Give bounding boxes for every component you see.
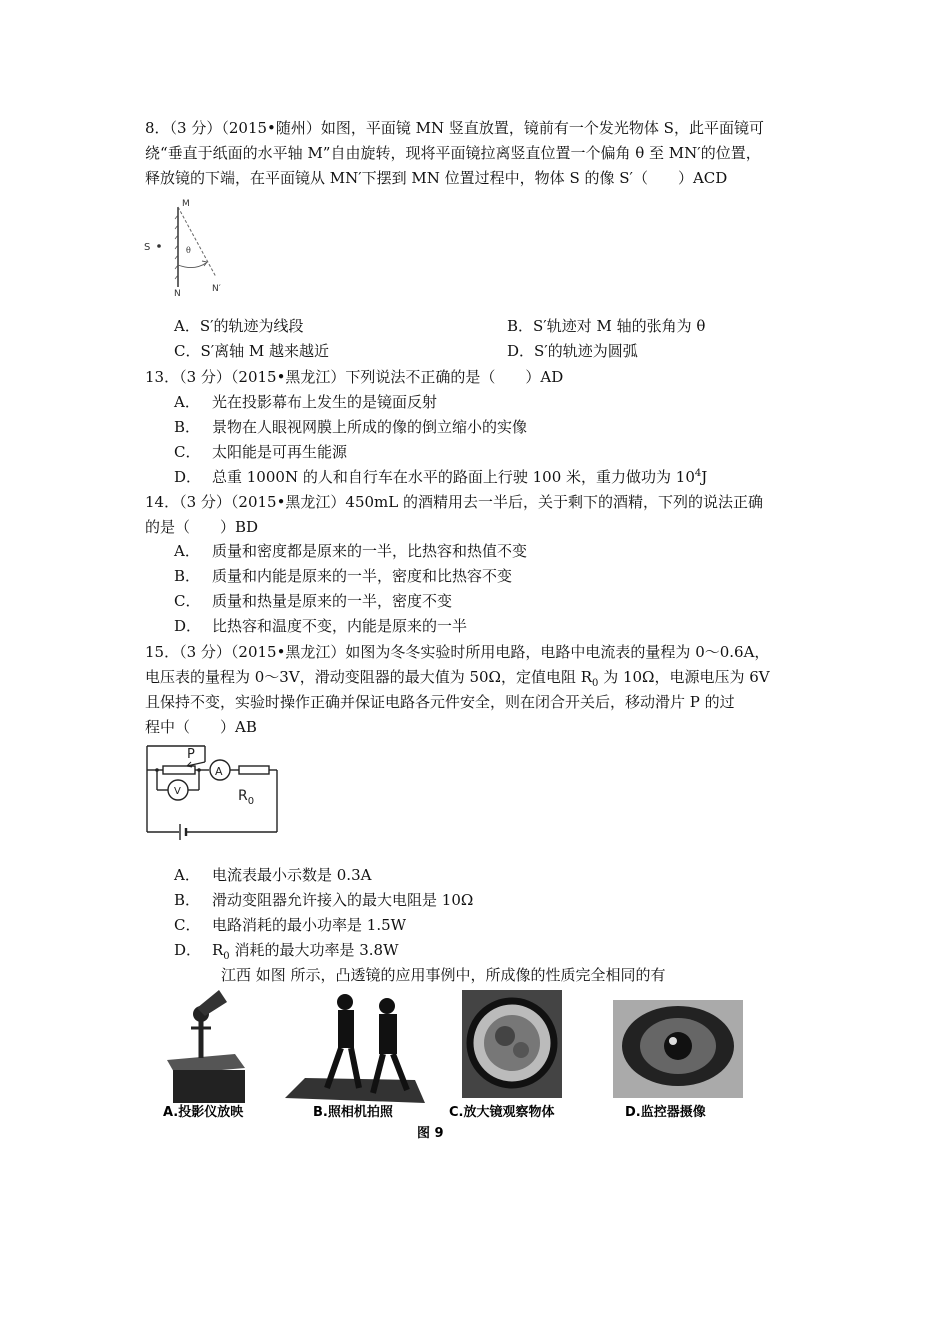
label-s: S [144, 242, 151, 253]
q8-line-1: 8．（3 分）（2015•随州）如图，平面镜 MN 竖直放置，镜前有一个发光物体 S，此平面镜可 [145, 119, 764, 137]
q15-option-d[interactable]: D． $R_0$ 消耗的最大功率是 3.8W [174, 941, 399, 962]
label-m: M [182, 199, 190, 209]
ammeter-label: A [215, 765, 223, 778]
camera-picture [285, 994, 425, 1103]
q8-option-d[interactable]: D．S′的轨迹为圆弧 [507, 342, 638, 360]
q8-option-c[interactable]: C．S′离轴 M 越来越近 [174, 342, 330, 360]
label-n-prime: N′ [212, 284, 221, 294]
q14-option-c[interactable]: C． 质量和热量是原来的一半，密度不变 [174, 592, 453, 610]
q15-line-2: 电压表的量程为 0～3V，滑动变阻器的最大值为 50Ω，定值电阻 $R_0$ 为 10Ω，电源电压为 6V [145, 668, 770, 689]
q14-option-a[interactable]: A． 质量和密度都是原来的一半，比热容和热值不变 [174, 542, 528, 560]
q15-option-a[interactable]: A． 电流表最小示数是 0.3A [174, 866, 372, 884]
label-n: N [174, 289, 181, 299]
jx-question-line: 江西 如图 所示，凸透镜的应用事例中，所成像的性质完全相同的有 [221, 966, 666, 984]
q13-option-d[interactable]: D． 总重 1000N 的人和自行车在水平的路面上行驶 100 米，重力做功为 $10^4J$ [174, 468, 708, 486]
q8-option-b[interactable]: B．S′轨迹对 M 轴的张角为 θ [507, 317, 706, 335]
caption-b: B.照相机拍照 [313, 1105, 393, 1120]
figure-label: 图 9 [417, 1126, 444, 1141]
q14-option-d[interactable]: D． 比热容和温度不变，内能是原来的一半 [174, 617, 468, 635]
resistor-label: $R_0$ [238, 788, 255, 807]
lens-applications-figure [155, 988, 755, 1143]
q14-line-2: 的是（ ）BD [145, 518, 259, 536]
caption-c: C.放大镜观察物体 [449, 1105, 555, 1120]
projector-picture [167, 990, 245, 1103]
q8-line-2: 绕“垂直于纸面的水平轴 M”自由旋转，现将平面镜拉离竖直位置一个偏角 θ 至 MN′的位置， [145, 144, 761, 162]
q13-option-c[interactable]: C． 太阳能是可再生能源 [174, 443, 348, 461]
q15-line-4: 程中（ ）AB [145, 718, 257, 736]
caption-d: D.监控器摄像 [625, 1105, 706, 1120]
magnifier-picture [462, 990, 562, 1098]
q14-option-b[interactable]: B． 质量和内能是原来的一半，密度和比热容不变 [174, 567, 513, 585]
q13-line-1: 13．（3 分）（2015•黑龙江）下列说法不正确的是（ ）AD [145, 368, 564, 386]
label-p: P [187, 747, 195, 762]
caption-a: A.投影仪放映 [163, 1105, 244, 1120]
q15-line-1: 15．（3 分）（2015•黑龙江）如图为冬冬实验时所用电路，电路中电流表的量程为 0～0.6A， [145, 643, 770, 661]
circuit-diagram [143, 742, 288, 842]
q15-option-c[interactable]: C． 电路消耗的最小功率是 1.5W [174, 916, 407, 934]
q13-option-b[interactable]: B． 景物在人眼视网膜上所成的像的倒立缩小的实像 [174, 418, 528, 436]
label-theta: θ [186, 246, 191, 255]
q8-option-a[interactable]: A．S′的轨迹为线段 [174, 317, 304, 335]
mirror-diagram [140, 195, 250, 300]
q14-line-1: 14．（3 分）（2015•黑龙江）450mL 的酒精用去一半后，关于剩下的酒精，下列的说法正确 [145, 493, 764, 511]
q8-line-3: 释放镜的下端，在平面镜从 MN′下摆到 MN 位置过程中，物体 S 的像 S′（ ）ACD [145, 169, 728, 187]
q15-option-b[interactable]: B． 滑动变阻器允许接入的最大电阻是 10Ω [174, 891, 474, 909]
monitor-camera-picture [613, 1000, 743, 1098]
q13-option-a[interactable]: A． 光在投影幕布上发生的是镜面反射 [174, 393, 438, 411]
q15-line-3: 且保持不变，实验时操作正确并保证电路各元件安全，则在闭合开关后，移动滑片 P 的过 [145, 693, 735, 711]
voltmeter-label: V [174, 786, 181, 797]
